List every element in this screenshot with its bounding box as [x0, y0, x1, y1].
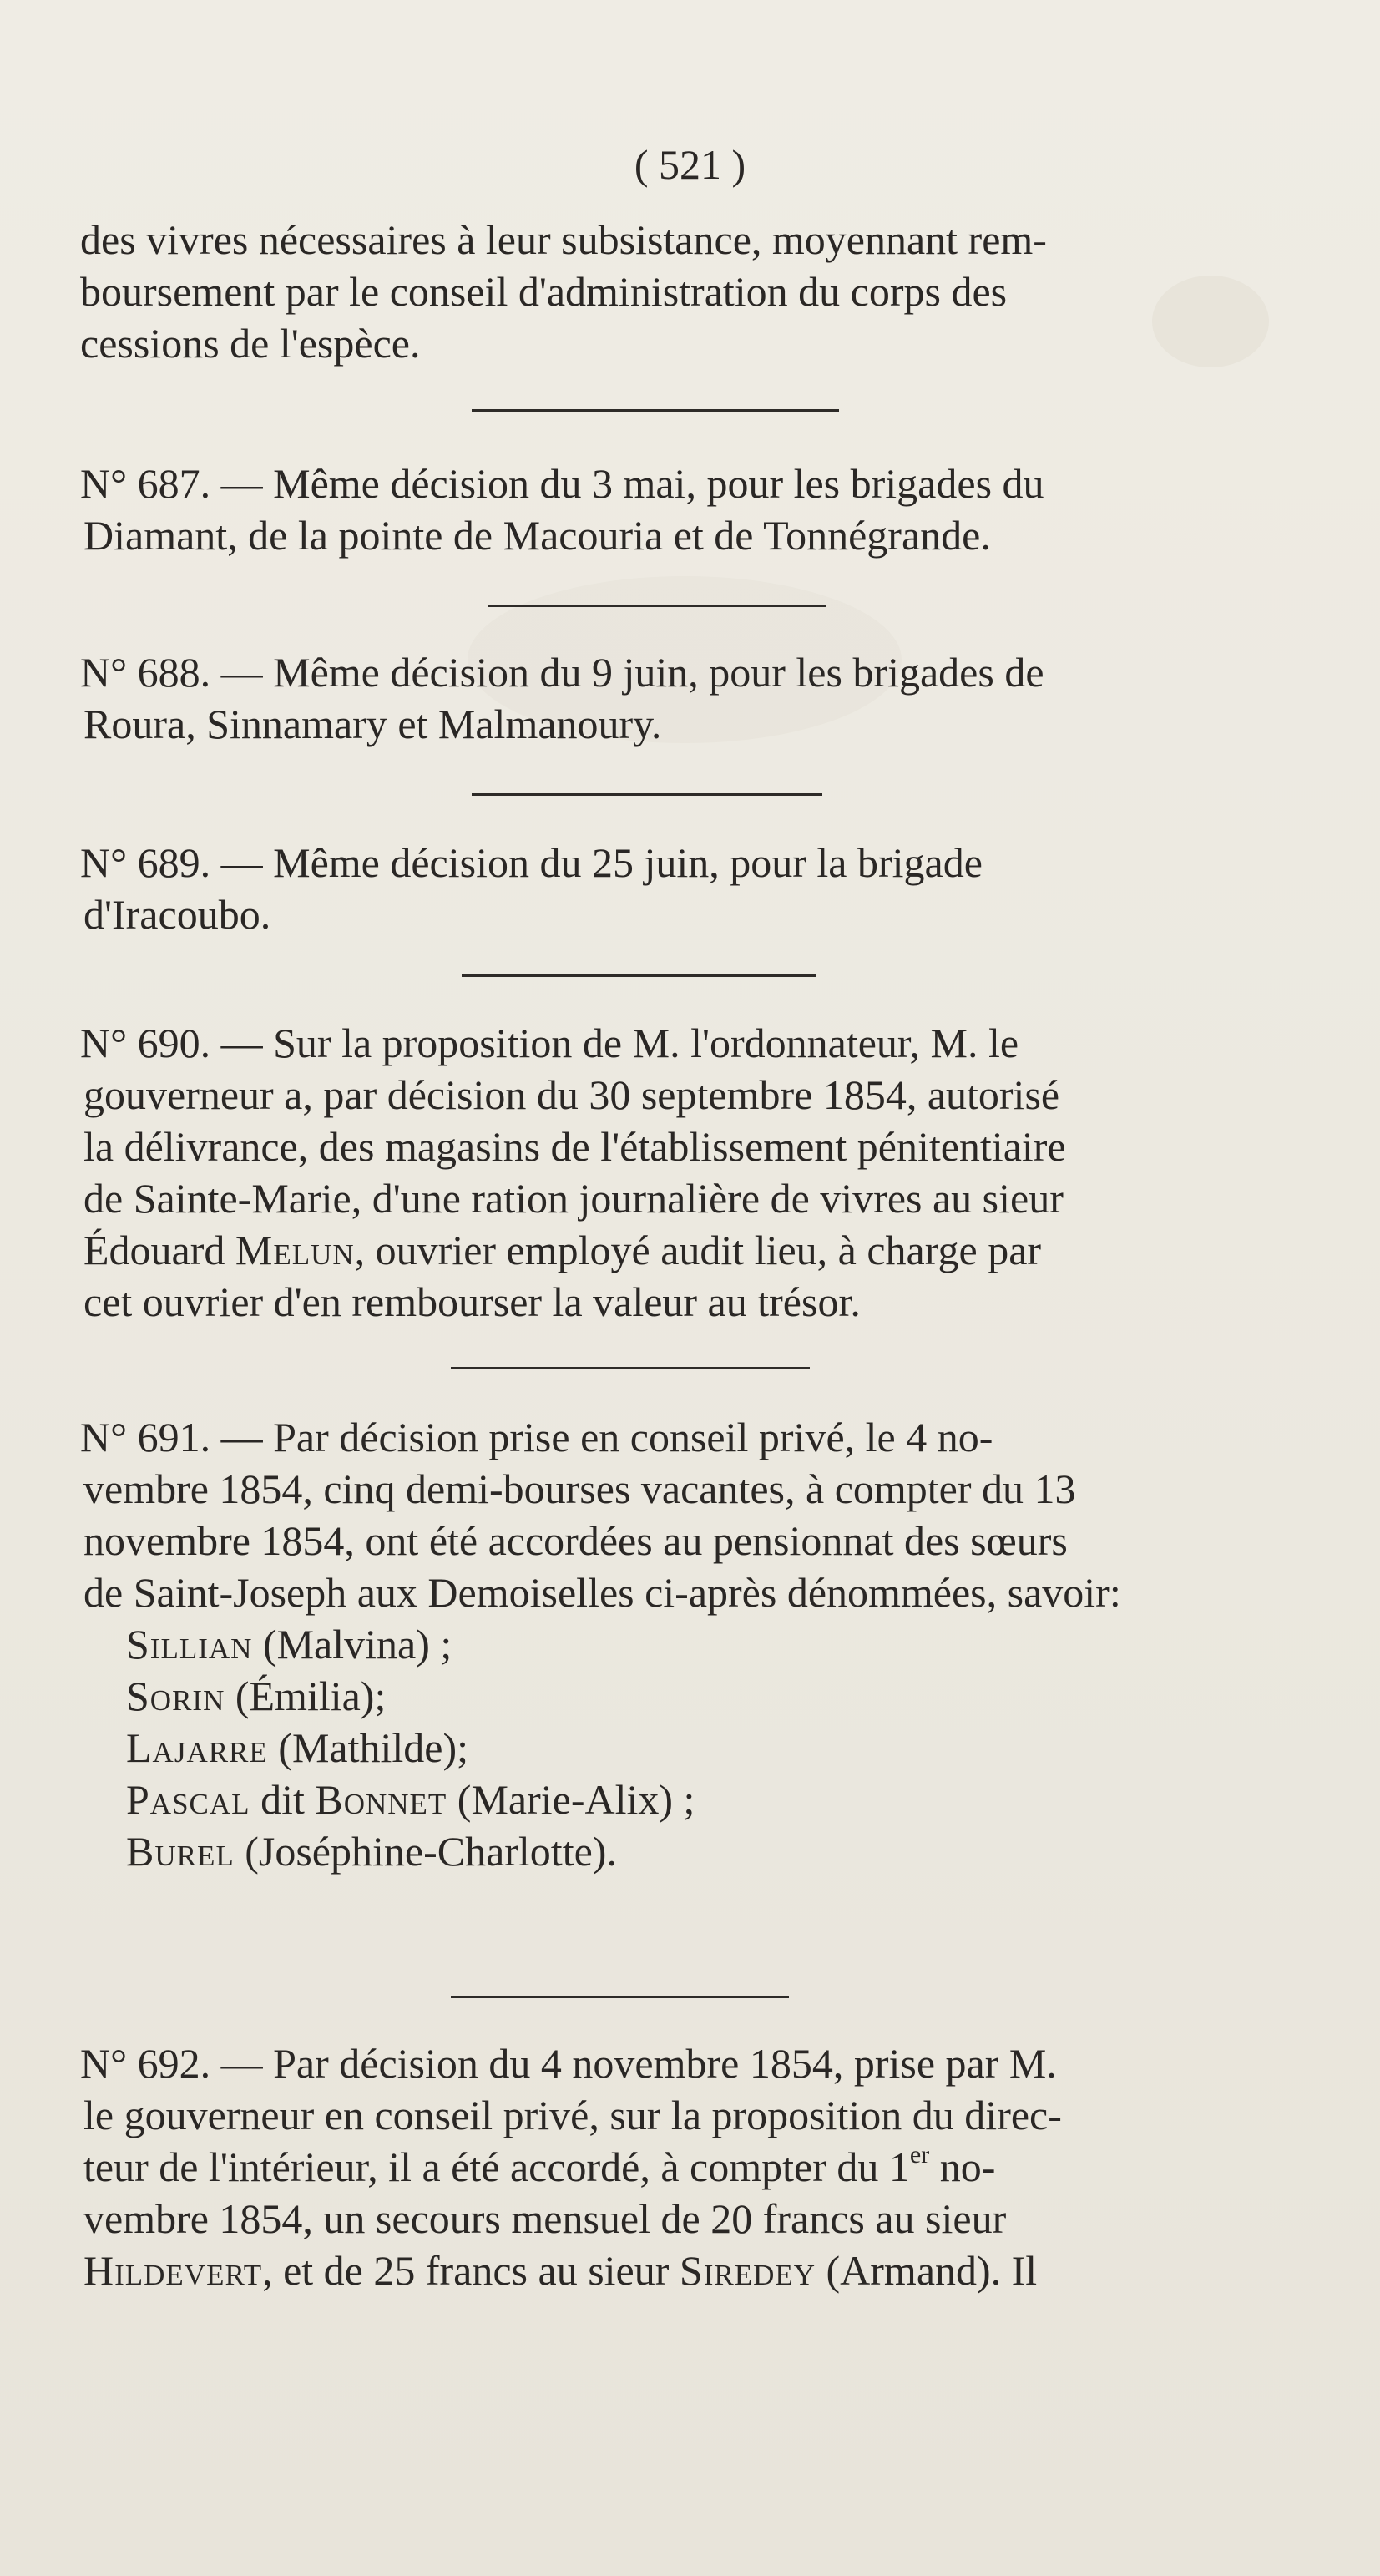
text-line: des vivres nécessaires à leur subsistance, moyennant rem- — [80, 216, 1047, 263]
entry-line — [80, 888, 1274, 940]
entry-text: Roura, Sinnamary et Malmanoury. — [83, 701, 662, 747]
entry-text: novembre 1854, ont été accordées au pensionnat des sœurs — [83, 1517, 1068, 1564]
entry-line — [80, 1121, 1274, 1172]
entry-687 — [80, 458, 1274, 561]
entry-text: Édouard — [83, 1227, 225, 1273]
person-surname: Siredey — [679, 2247, 816, 2294]
entry-688 — [80, 646, 1274, 750]
entry-line — [80, 2089, 1274, 2141]
entry-text: de Saint-Joseph aux Demoiselles ci-après dénommées, savoir: — [83, 1569, 1121, 1616]
entry-text: de Sainte-Marie, d'une ration journalière de vivres au sieur — [83, 1175, 1064, 1222]
list-item — [126, 1722, 695, 1774]
section-divider — [488, 605, 826, 607]
entry-line — [80, 2245, 1274, 2296]
entry-number: N° 690. — [80, 1020, 211, 1066]
person-surname: Hildevert — [83, 2247, 263, 2294]
entry-text: , ouvrier employé audit lieu, à charge par — [354, 1227, 1042, 1273]
entry-text: no- — [929, 2143, 996, 2190]
person-given-name: (Joséphine-Charlotte). — [234, 1828, 617, 1875]
entry-text: (Armand). Il — [816, 2247, 1038, 2294]
entry-text: la délivrance, des magasins de l'établissement pénitentiaire — [83, 1123, 1066, 1170]
entry-line — [80, 1069, 1274, 1121]
entry-text: — Même décision du 3 mai, pour les brigades du — [220, 460, 1044, 507]
entry-text: Diamant, de la pointe de Macouria et de Tonnégrande. — [83, 512, 991, 559]
section-divider — [451, 1996, 789, 1998]
entry-689 — [80, 837, 1274, 940]
entry-text: vembre 1854, cinq demi-bourses vacantes, à compter du 13 — [83, 1465, 1076, 1512]
entry-number: N° 692. — [80, 2040, 211, 2087]
entry-text: — Même décision du 9 juin, pour les brigades de — [220, 649, 1044, 696]
entry-691 — [80, 1411, 1274, 1618]
entry-first-line — [80, 2037, 1274, 2089]
superscript-ordinal: er — [909, 2141, 930, 2169]
entry-first-line — [80, 1411, 1274, 1463]
entry-number: N° 688. — [80, 649, 211, 696]
entry-line — [80, 698, 1274, 750]
person-surname: Burel — [126, 1828, 235, 1875]
entry-text: — Même décision du 25 juin, pour la brigade — [220, 839, 983, 886]
entry-line — [80, 2193, 1274, 2245]
entry-line — [80, 1463, 1274, 1515]
entry-first-line — [80, 1017, 1274, 1069]
entry-first-line — [80, 837, 1274, 888]
person-given-name: (Marie-Alix) ; — [447, 1776, 695, 1823]
person-given-name: (Émilia); — [225, 1673, 387, 1719]
entry-text: d'Iracoubo. — [83, 891, 271, 938]
entry-number: N° 687. — [80, 460, 211, 507]
entry-692 — [80, 2037, 1274, 2296]
entry-text: gouverneur a, par décision du 30 septembre 1854, autorisé — [83, 1071, 1060, 1118]
entry-line — [80, 1224, 1274, 1276]
text-line: boursement par le conseil d'administration du corps des — [80, 268, 1008, 315]
person-given-name: (Malvina) ; — [252, 1621, 452, 1668]
entry-number: N° 691. — [80, 1414, 211, 1460]
list-item — [126, 1774, 695, 1825]
person-surname: Lajarre — [126, 1724, 268, 1771]
list-item — [126, 1670, 695, 1722]
person-surname: Melun — [235, 1227, 355, 1273]
list-item — [126, 1618, 695, 1670]
list-item — [126, 1825, 695, 1877]
section-divider — [472, 409, 839, 412]
person-surname: Sillian — [126, 1621, 253, 1668]
section-divider — [472, 793, 822, 796]
entry-text: — Par décision prise en conseil privé, le 4 no- — [220, 1414, 993, 1460]
entry-first-line — [80, 458, 1274, 509]
entry-text: — Par décision du 4 novembre 1854, prise par M. — [220, 2040, 1057, 2087]
entry-text: — Sur la proposition de M. l'ordonnateur, M. le — [220, 1020, 1019, 1066]
section-divider — [451, 1367, 810, 1369]
continuation-paragraph — [80, 214, 1274, 369]
entry-line — [80, 2141, 1274, 2193]
entry-number: N° 689. — [80, 839, 211, 886]
person-surname: Pascal — [126, 1776, 250, 1823]
entry-text: vembre 1854, un secours mensuel de 20 francs au sieur — [83, 2195, 1007, 2242]
entry-line — [80, 1515, 1274, 1566]
person-surname: Bonnet — [315, 1776, 447, 1823]
names-list — [126, 1618, 695, 1877]
page-number: ( 521 ) — [634, 141, 746, 188]
entry-first-line — [80, 646, 1274, 698]
entry-text: , et de 25 francs au sieur — [262, 2247, 670, 2294]
entry-690 — [80, 1017, 1274, 1328]
entry-line — [80, 509, 1274, 561]
entry-line — [80, 1566, 1274, 1618]
entry-text: le gouverneur en conseil privé, sur la proposition du direc- — [83, 2092, 1062, 2138]
person-surname: Sorin — [126, 1673, 225, 1719]
entry-line — [80, 1172, 1274, 1224]
person-given-name: (Mathilde); — [267, 1724, 469, 1771]
text-line: cessions de l'espèce. — [80, 320, 421, 367]
section-divider — [462, 974, 816, 977]
entry-text: teur de l'intérieur, il a été accordé, à compter du 1 — [83, 2143, 910, 2190]
entry-line — [80, 1276, 1274, 1328]
entry-text: cet ouvrier d'en rembourser la valeur au trésor. — [83, 1278, 861, 1325]
name-connector: dit — [250, 1776, 316, 1823]
